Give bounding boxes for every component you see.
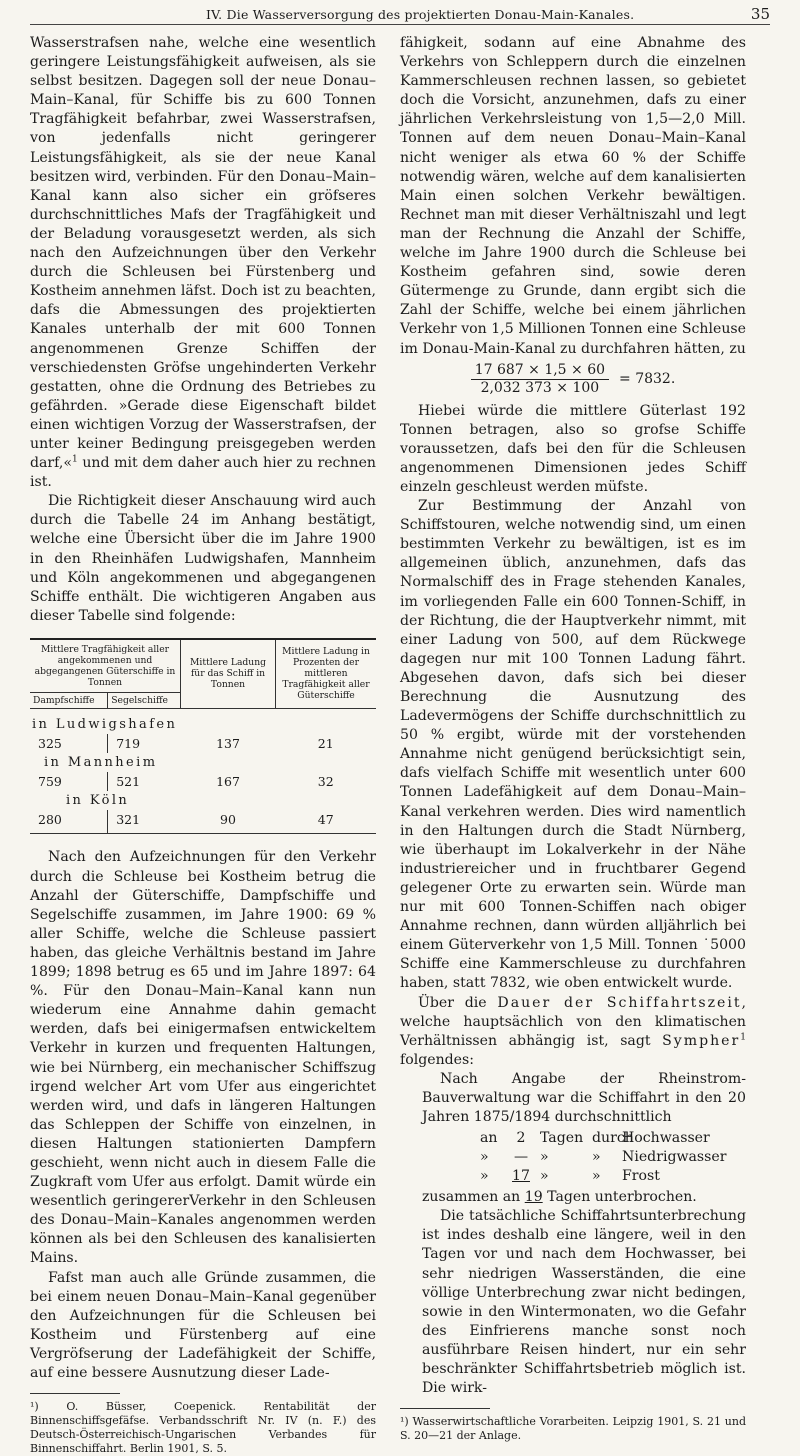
table-header-load: Mittlere Ladung für das Schiff in Tonnen [181,639,276,709]
table-row: in Mannheim [44,755,158,771]
paragraph-right-2: Hiebei würde die mittlere Güterlast 192 Tonnen betragen, also so grofse Schiffe voraussetzen, dafs bei den für die Schleusen angenommenen Dimensionen jedes Schiff einzeln geschleust werden müfste. [400,402,746,495]
footnote-divider [30,1393,120,1394]
table-row: 280 321 90 47 [30,810,376,834]
paragraph-left-3: Nach den Aufzeichnungen für den Verkehr durch die Schleuse bei Kostheim betrug die Anzahl der Güterschiffe, Dampfschiffe und Segelschiffe zusammen, im Jahre 1900: 69 % aller Schiffe, welche die Schleuse passiert haben, das gleiche Verhältnis bestand im Jahre 1899; 1898 betrug es 65 und im Jahre 1897: 64 %. Für den Donau–Main–Kanal kann nun wiederum eine Annahme dahin gemacht werden, dafs bei einigermafsen entwickeltem Verkehr in kurzen und frequenten Haltungen, wie bei Nürnberg, ein mechanischer Schiffszug irgend welcher Art vom Ufer aus eingerichtet werden wird, und dafs in längeren Haltungen das Schleppen der Schiffe von einzelnen, in diesen Haltungen stationierten Dampfern geschieht, wenn nicht auch in diesem Falle die Zugkraft vom Ufer aus erfolgt. Damit würde ein wesentlich geringererVerkehr in den Schleusen des Donau–Main–Kanales angenommen werden können als bei den Schleusen des kanalisierten Mains. [30,849,376,1267]
footnote-right: ¹) Wasserwirtschaftliche Vorarbeiten. Leipzig 1901, S. 21 und S. 20—21 der Anlage. [400,1415,746,1443]
list-item: » — » » Niedrigwasser [480,1149,727,1166]
ship-count-formula [400,362,746,397]
table-header-percent: Mittlere Ladung in Prozenten der mittleren Tragfähigkeit aller Güterschiffe [276,639,377,709]
formula-numerator: 17 687 × 1,5 × 60 [471,362,609,380]
quote-continuation: Die tatsächliche Schiffahrtsunterbrechung ist indes deshalb eine längere, weil in den Tagen vor und nach dem Hochwasser, bei sehr niedrigen Wasserständen, die eine völlige Unterbrechung zwar nicht bedingen, sowie in den Wintermonaten, wo die Gefahr des Einfrierens manche sonst noch ausführbare Reisen hindert, nur ein sehr beschränkter Schiffahrtsbetrieb möglich ist. Die wirk- [422,1208,746,1397]
running-header [30,4,770,25]
table-row: in Köln [66,793,130,809]
page-number: 35 [750,5,770,23]
right-column [400,34,746,1443]
left-column [30,34,376,1456]
table-header-steam: Dampfschiffe [30,692,108,708]
ship-load-table [30,638,376,835]
paragraph-right-3: Zur Bestimmung der Anzahl von Schiffstouren, welche notwendig sind, um einen bestimmten Verkehr zu bewältigen, ist es im allgemeinen üblich, anzunehmen, dafs das Normalschiff des in Frage stehenden Kanales, im vorliegenden Falle ein 600 Tonnen-Schiff, in der Richtung, die der Hauptverkehr nimmt, mit einer Ladung von 500, auf dem Rückwege dagegen nur mit 100 Tonnen Ladung fährt. Abgesehen davon, dafs sich bei dieser Berechnung die Ausnutzung des Ladevermögens der Schiffe durchschnittlich zu 50 % ergibt, würde mit der vorstehenden Annahme nicht genügend berücksichtigt sein, dafs vielfach Schiffe mit wesentlich unter 600 Tonnen Ladefähigkeit auf dem Donau–Main–Kanal verkehren werden. Dies wird namentlich in den Haltungen durch die Stadt Nürnberg, wie überhaupt im Lokalverkehr in der Nähe industriereicher und in fruchtbarer Gegend gelegener Orte zu erwarten sein. Würde man nur mit 600 Tonnen-Schiffen nach obiger Annahme rechnen, dann würden alljährlich bei einem Güterverkehr von 1,5 Mill. Tonnen ˙5000 Schiffe eine Kammerschleuse zu durchfahren haben, statt 7832, wie oben entwickelt wurde. [400,498,746,992]
table-header-capacity: Mittlere Tragfähigkeit aller angekommenen und abgegangenen Güterschiffe in Tonnen [30,639,181,693]
table-row: in Ludwigshafen [32,716,178,732]
table-row: 325 719 137 21 [30,734,376,753]
quote-intro: Nach Angabe der Rheinstrom-Bauverwaltung war die Schiffahrt in den 20 Jahren 1875/1894 durchschnittlich [422,1070,746,1126]
quote-summary: zusammen an 19 Tagen unterbrochen. [422,1189,697,1206]
footnote-left: ¹) O. Büsser, Coepenick. Rentabilität der Binnenschiffsgefäfse. Verbandsschrift Nr. IV (n. F.) des Deutsch-Österreichisch-Ungarischen Verbandes für Binnenschiffahrt. Berlin 1901, S. 5. [30,1400,376,1456]
footnote-ref: 1 [740,1032,746,1042]
paragraph-right-1: fähigkeit, sodann auf eine Abnahme des Verkehrs von Schleppern durch die einzelnen Kammerschleusen rechnen lassen, so gebietet doch die Vorsicht, anzunehmen, dafs zu einer jährlichen Verkehrsleistung von 1,5—2,0 Mill. Tonnen auf dem neuen Donau–Main–Kanal nicht weniger als etwa 60 % der Schiffe notwendig wären, welche auf dem kanalisierten Main einen solchen Verkehr bewältigen. Rechnet man mit dieser Verhältniszahl und legt man der Rechnung die Anzahl der Schiffe, welche im Jahre 1900 durch die Schleuse bei Kostheim gefahren sind, sowie deren Gütermenge zu Grunde, dann ergibt sich die Zahl der Schiffe, welche bei einem jährlichen Verkehr von 1,5 Millionen Tonnen eine Schleuse im Donau-Main-Kanal zu durchfahren hätten, zu [400,35,746,357]
list-item: an 2 Tagen durch Hochwasser [480,1130,710,1147]
table-header-sail: Segelschiffe [108,692,181,708]
spaced-term: Dauer der Schiffahrtszeit [497,994,742,1011]
author-name: Sympher [662,1032,741,1049]
table-row: 759 521 167 32 [30,772,376,791]
formula-result: = 7832. [619,370,676,387]
paragraph-left-1: Wasserstrafsen nahe, welche eine wesentlich geringere Leistungsfähigkeit aufweisen, als sie selbst besitzen. Dagegen soll der neue Donau–Main–Kanal, für Schiffe bis zu 600 Tonnen Tragfähigkeit befahrbar, zwei Wasserstrafsen, von jedenfalls nicht geringerer Leistungsfähigkeit, als sie der neue Kanal besitzen wird, verbinden. Für den Donau–Main–Kanal kann also sicher ein gröfseres durchschnittliches Mafs der Tragfähigkeit und der Beladung vorausgesetzt werden, als sich nach den Aufzeichnungen über den Verkehr durch die Schleusen bei Fürstenberg und Kostheim annehmen läfst. Doch ist zu beachten, dafs die Abmessungen des projektierten Kanales unterhalb der mit 600 Tonnen angenommenen Grenze Schiffen der verschiedensten Gröfse ungehinderten Verkehr gestatten, ohne die Ordnung des Betriebes zu gefährden. »Gerade diese Eigenschaft bildet einen wichtigen Vorzug der Wasserstrafsen, der unter keiner Bedingung preisgegeben werden darf,«$^1$ und mit dem daher auch hier zu rechnen ist. [30,35,376,491]
paragraph-left-2: Die Richtigkeit dieser Anschauung wird auch durch die Tabelle 24 im Anhang bestätigt, welche eine Übersicht über die im Jahre 1900 in den Rheinhäfen Ludwigshafen, Mannheim und Köln angekommenen und abgegangenen Schiffe enthält. Die wichtigeren Angaben aus dieser Tabelle sind folgende: [30,493,376,624]
paragraph-right-4: Über die Dauer der Schiffahrtszeit, welche hauptsächlich von den klimatischen Verhältnissen abhängig ist, sagt Sympher$^1$ folgendes: [400,994,746,1068]
paragraph-left-4: Fafst man auch alle Gründe zusammen, die bei einem neuen Donau–Main–Kanal gegenüber den Aufzeichnungen für die Schleusen bei Kostheim und Fürstenberg auf eine Vergröfserung der Ladefähigkeit der Schiffe, auf eine bessere Ausnutzung dieser Lade- [30,1269,376,1381]
footnote-divider [400,1408,490,1409]
running-title: IV. Die Wasserversorgung des projektierten Donau-Main-Kanales. [206,7,635,22]
footnote-ref: 1 [71,454,78,465]
list-item: » 17 » » Frost [480,1168,660,1185]
formula-denominator: 2,032 373 × 100 [480,379,600,396]
stoppage-list [480,1129,746,1186]
